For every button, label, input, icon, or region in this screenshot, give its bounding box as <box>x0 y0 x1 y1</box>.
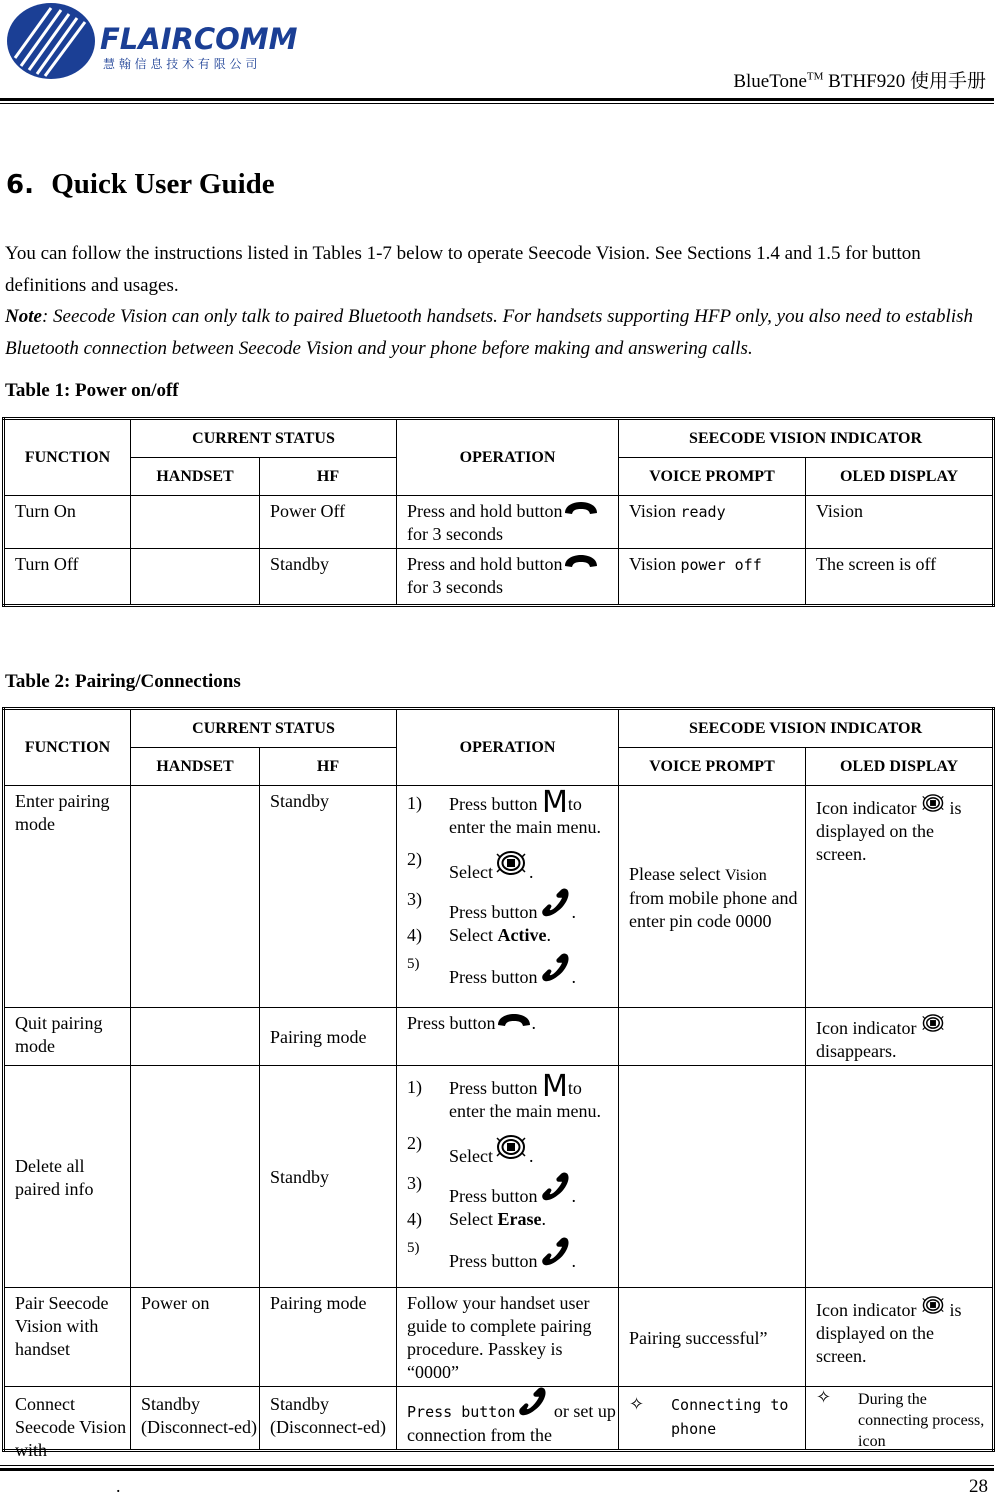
hook-icon <box>563 554 599 570</box>
cell-oled <box>806 1066 994 1288</box>
handset-icon <box>538 1237 572 1267</box>
cell-function: Enter pairing mode <box>4 786 131 1008</box>
cell-operation: Press and hold buttonfor 3 seconds <box>397 549 619 606</box>
cell-voice-prompt: ✧ Connecting to phone <box>619 1387 806 1451</box>
cell-operation: Press and hold buttonfor 3 seconds <box>397 496 619 549</box>
header-rule <box>0 98 994 101</box>
logo <box>5 0 305 82</box>
diamond-bullet-icon: ✧ <box>629 1394 645 1415</box>
th-oled-display: OLED DISPLAY <box>806 458 994 496</box>
th-current-status: CURRENT STATUS <box>131 419 397 458</box>
table-pairing <box>2 707 995 1460</box>
bluetooth-pairing-icon <box>921 792 945 814</box>
footer-dot: . <box>116 1476 121 1496</box>
table1-caption: Table 1: Power on/off <box>5 380 179 401</box>
section-heading <box>6 168 275 201</box>
step: 5) Press button . <box>407 953 612 989</box>
cell-handset <box>131 549 260 606</box>
cell-handset <box>131 1066 260 1288</box>
th-handset: HANDSET <box>131 748 260 786</box>
th-hf: HF <box>260 748 397 786</box>
doc-title: BlueTone™ BTHF920 使用手册 <box>733 70 986 92</box>
cell-operation: Press button . <box>397 1008 619 1066</box>
table-row <box>4 1387 994 1451</box>
steps-list <box>407 1069 612 1273</box>
step: 1) Press button Mto enter the main menu. <box>407 785 601 837</box>
menu-m-icon: M <box>542 1069 568 1104</box>
table-row <box>4 1066 994 1288</box>
cell-function: Delete all paired info <box>4 1066 131 1288</box>
step: 3) Press button . <box>407 1173 577 1206</box>
hook-icon <box>563 501 599 517</box>
table-power <box>2 417 995 607</box>
diamond-bullet-icon: ✧ <box>816 1387 832 1408</box>
table-row <box>4 1008 994 1066</box>
table-row <box>4 1288 994 1387</box>
cell-voice-prompt: Vision ready <box>619 496 806 549</box>
cell-operation: Follow your handset user guide to complete pairing procedure. Passkey is “0000” <box>397 1288 619 1387</box>
cell-hf: Standby <box>260 786 397 1008</box>
handset-icon <box>538 888 572 918</box>
step: 4) Select Active. <box>407 925 551 945</box>
cell-hf: Standby (Disconnect-ed) <box>260 1387 397 1451</box>
step: 2) Select . <box>407 849 534 882</box>
note-paragraph: Note: Seecode Vision can only talk to paired Bluetooth handsets. For handsets supporting HFP only, you also need to establish Bluetooth connection between Seecode Vision and your phone before making and answering calls. <box>5 306 973 359</box>
th-current-status: CURRENT STATUS <box>131 709 397 748</box>
handset-icon <box>538 1172 572 1202</box>
cell-hf: Standby <box>260 1066 397 1288</box>
th-operation: OPERATION <box>397 419 619 496</box>
cell-voice-prompt <box>619 1008 806 1066</box>
table-row <box>4 496 994 549</box>
cell-oled: The screen is off <box>806 549 994 606</box>
hook-icon <box>496 1013 532 1029</box>
th-voice-prompt: VOICE PROMPT <box>619 458 806 496</box>
step: 5) Press button . <box>407 1237 612 1273</box>
intro-paragraph: You can follow the instructions listed in Tables 1-7 below to operate Seecode Vision. See Sections 1.4 and 1.5 for button definitions and usages. <box>5 243 921 296</box>
table2-caption: Table 2: Pairing/Connections <box>5 671 241 692</box>
menu-m-icon: M <box>542 785 568 820</box>
page-number: 28 <box>969 1476 988 1497</box>
cell-oled: Vision <box>806 496 994 549</box>
logo-subtitle: 慧 翰 信 息 技 术 有 限 公 司 <box>103 57 258 71</box>
table-row <box>4 549 994 606</box>
cell-voice-prompt: Vision power off <box>619 549 806 606</box>
section-number: 6. <box>6 170 34 200</box>
cell-handset <box>131 496 260 549</box>
logo-brand: FLAIRCOMM <box>100 22 298 56</box>
cell-oled: Icon indicator is displayed on the screen. <box>806 1288 994 1387</box>
note-label: Note <box>5 306 42 327</box>
cell-hf: Pairing mode <box>260 1288 397 1387</box>
cell-operation: Press button or set up connection from the <box>397 1387 619 1451</box>
footer-rule <box>0 1468 994 1471</box>
cell-operation <box>397 786 619 1008</box>
footer-rule-thin <box>0 1465 994 1466</box>
cell-oled: Icon indicator is displayed on the screen. <box>806 786 994 1008</box>
cell-voice-prompt: Pairing successful” <box>619 1288 806 1387</box>
bluetooth-pairing-icon <box>493 1132 529 1162</box>
cell-hf: Pairing mode <box>260 1008 397 1066</box>
bluetooth-pairing-icon <box>921 1012 945 1034</box>
step: 2) Select . <box>407 1133 534 1166</box>
cell-hf: Power Off <box>260 496 397 549</box>
th-function: FUNCTION <box>4 709 131 786</box>
steps-list <box>407 785 612 989</box>
th-handset: HANDSET <box>131 458 260 496</box>
cell-operation <box>397 1066 619 1288</box>
bluetooth-pairing-icon <box>493 848 529 878</box>
th-hf: HF <box>260 458 397 496</box>
handset-icon <box>515 1387 549 1417</box>
cell-function: Quit pairing mode <box>4 1008 131 1066</box>
section-title: Quick User Guide <box>51 168 275 200</box>
th-voice-prompt: VOICE PROMPT <box>619 748 806 786</box>
cell-handset: Power on <box>131 1288 260 1387</box>
cell-voice-prompt <box>619 1066 806 1288</box>
cell-handset: Standby (Disconnect-ed) <box>131 1387 260 1451</box>
header-rule-thin <box>0 103 994 104</box>
cell-voice-prompt: Please select Vision from mobile phone and enter pin code 0000 <box>619 786 806 1008</box>
step: 3) Press button . <box>407 889 577 922</box>
cell-hf: Standby <box>260 549 397 606</box>
step: 4) Select Erase. <box>407 1209 546 1229</box>
cell-function: Connect Seecode Vision with <box>4 1387 131 1451</box>
th-indicator: SEECODE VISION INDICATOR <box>619 709 994 748</box>
cell-oled: Icon indicator disappears. <box>806 1008 994 1066</box>
cell-function: Pair Seecode Vision with handset <box>4 1288 131 1387</box>
cell-function: Turn On <box>4 496 131 549</box>
step: 1) Press button Mto enter the main menu. <box>407 1069 601 1121</box>
logo-emblem <box>5 0 97 82</box>
handset-icon <box>538 953 572 983</box>
th-operation: OPERATION <box>397 709 619 786</box>
th-oled-display: OLED DISPLAY <box>806 748 994 786</box>
cell-function: Turn Off <box>4 549 131 606</box>
cell-oled: ✧ During the connecting process, icon <box>806 1387 994 1451</box>
th-function: FUNCTION <box>4 419 131 496</box>
th-indicator: SEECODE VISION INDICATOR <box>619 419 994 458</box>
cell-handset <box>131 786 260 1008</box>
table-row <box>4 786 994 1008</box>
bluetooth-pairing-icon <box>921 1294 945 1316</box>
cell-handset <box>131 1008 260 1066</box>
